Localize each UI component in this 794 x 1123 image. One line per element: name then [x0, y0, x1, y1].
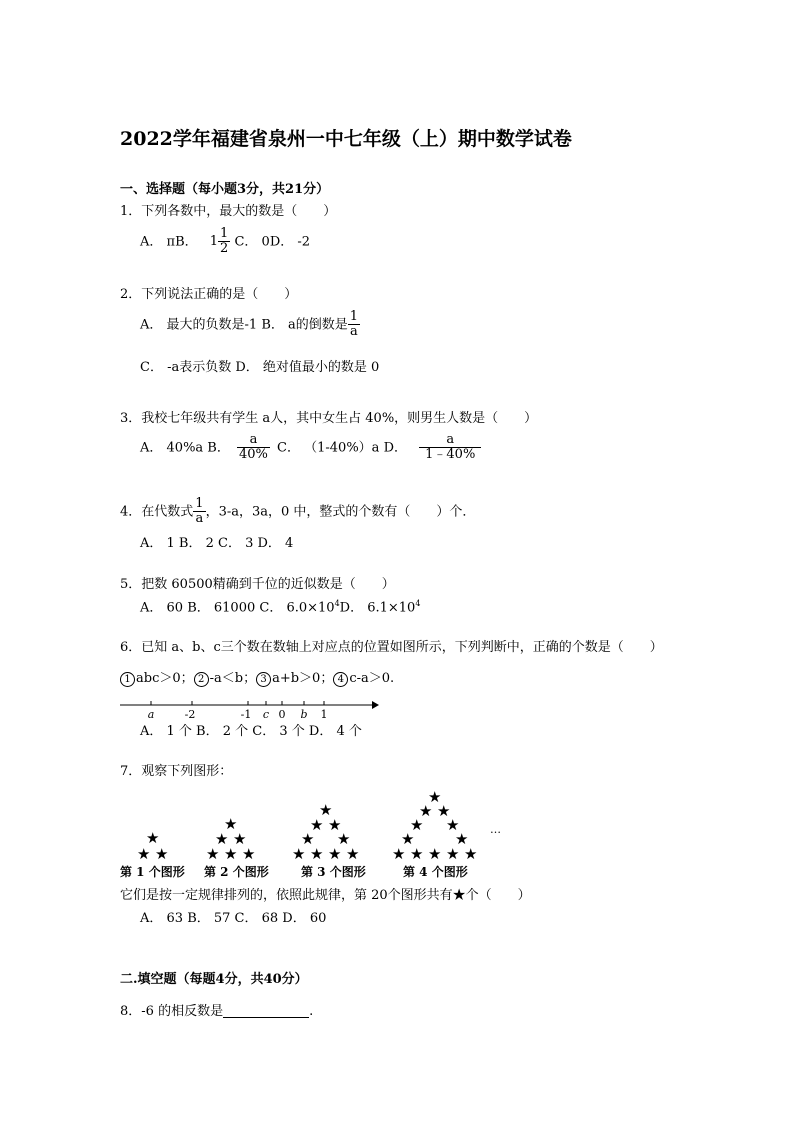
mixed-whole: 1	[209, 234, 219, 250]
section-heading-choice: 一、选择题（每小题3分，共21分）	[120, 182, 330, 197]
circled-number: 2	[194, 672, 209, 687]
question-6-statements	[120, 672, 394, 687]
statement: -a＜b；	[209, 671, 257, 686]
stem-suffix: .	[309, 1004, 314, 1019]
question-2-options-line1	[140, 310, 360, 340]
fraction-one-over-a	[193, 497, 205, 527]
star-icon: ★	[428, 788, 444, 806]
star-icon: ★	[155, 845, 171, 863]
number-line	[118, 694, 380, 722]
option-a-b: A． πB．	[140, 234, 198, 250]
star-icon: ★	[464, 845, 480, 863]
star-icon: ★	[146, 829, 162, 847]
axis-label-0: 0	[278, 708, 286, 721]
circled-number: 3	[256, 672, 271, 687]
star-icon: ★	[419, 802, 435, 820]
options-middle: D． 6.1×10	[339, 600, 416, 616]
star-icon: ★	[242, 845, 258, 863]
axis-label-b: b	[300, 708, 308, 721]
star-icon: ★	[410, 845, 426, 863]
star-icon: ★	[337, 830, 353, 848]
star-icon: ★	[346, 845, 362, 863]
star-icon: ★	[310, 845, 326, 863]
star-icon: ★	[206, 845, 222, 863]
fraction-denominator: 40%	[239, 447, 268, 463]
star-icon: ★	[410, 816, 426, 834]
star-icon: ★	[328, 845, 344, 863]
question-2-stem: 2．下列说法正确的是（ ）	[120, 287, 298, 302]
fraction-numerator: 1	[349, 309, 359, 324]
question-6-stem: 6．已知 a、b、c三个数在数轴上对应点的位置如图所示，下列判断中，正确的个数是（ ）	[120, 640, 663, 655]
star-icon: ★	[233, 830, 249, 848]
option-a-b: A． 40%a B．	[140, 440, 230, 456]
star-icon: ★	[224, 815, 240, 833]
stem-prefix: 8．-6 的相反数是	[120, 1004, 224, 1019]
question-2-options-line2: C． -a表示负数 D． 绝对值最小的数是 0	[140, 360, 380, 375]
statement: a+b＞0；	[272, 671, 334, 686]
star-icon: ★	[137, 845, 153, 863]
star-icon: ★	[215, 830, 231, 848]
star-icon: ★	[310, 816, 326, 834]
star-icon: ★	[437, 802, 453, 820]
arrow-head-icon	[372, 701, 379, 709]
fraction-denominator: a	[348, 324, 360, 339]
star-icon: ★	[428, 845, 444, 863]
star-icon: ★	[292, 845, 308, 863]
question-7-description: 它们是按一定规律排列的，依照此规律，第 20个图形共有★个（ ）	[120, 888, 531, 903]
answer-blank[interactable]	[223, 1005, 309, 1018]
fraction-numerator: 1	[195, 496, 204, 511]
star-icon: ★	[319, 801, 335, 819]
options-prefix: A． 60 B． 61000 C． 6.0×10	[140, 600, 335, 616]
exponent: 4	[415, 599, 421, 608]
question-7-options: A． 63 B． 57 C． 68 D． 60	[140, 911, 327, 926]
star-icon: ★	[446, 845, 462, 863]
star-icon: ★	[301, 830, 317, 848]
question-1-stem: 1．下列各数中，最大的数是（ ）	[120, 204, 337, 219]
fraction-denominator: a	[193, 511, 205, 526]
question-5-stem: 5．把数 60500精确到千位的近似数是（ ）	[120, 577, 395, 592]
question-1-options	[140, 227, 310, 257]
option-c-d: C． 0D． -2	[234, 234, 311, 250]
fraction-numerator: a	[249, 432, 258, 447]
question-5-options	[140, 600, 420, 614]
question-4-stem	[120, 497, 475, 527]
circled-number: 1	[120, 672, 135, 687]
star-icon: ★	[224, 845, 240, 863]
question-6-options: A． 1 个 B． 2 个 C． 3 个 D． 4 个	[140, 724, 362, 739]
fraction-numerator: a	[446, 432, 455, 447]
option-c-d: C． （1-40%）a D．	[277, 440, 407, 456]
section-heading-fill: 二.填空题（每题4分，共40分）	[120, 972, 308, 987]
question-4-options: A． 1 B． 2 C． 3 D． 4	[140, 536, 294, 551]
fraction-numerator: 1	[220, 226, 229, 241]
axis-label-minus-2: -2	[184, 708, 196, 721]
axis-label-minus-1: -1	[240, 708, 252, 721]
star-icon: ★	[328, 816, 344, 834]
question-8	[120, 1005, 313, 1018]
figure-caption-3: 第 3 个图形	[301, 865, 366, 879]
axis-label-c: c	[262, 708, 270, 721]
question-3-options	[140, 433, 481, 463]
fraction-a-over-1-minus-40	[419, 433, 481, 463]
ellipsis: …	[490, 823, 501, 836]
exponent: 4	[334, 599, 340, 608]
star-icon: ★	[446, 816, 462, 834]
star-icon: ★	[401, 830, 417, 848]
stem-prefix: 4．在代数式	[120, 504, 194, 520]
fraction-one-half	[218, 227, 230, 257]
star-icon: ★	[392, 845, 408, 863]
axis-label-a: a	[147, 708, 155, 721]
statement: abc＞0；	[136, 671, 194, 686]
fraction-a-over-40	[237, 433, 270, 463]
figure-caption-4: 第 4 个图形	[403, 865, 468, 879]
figure-caption-1: 第 1 个图形	[120, 865, 185, 879]
fraction-reciprocal	[348, 310, 360, 340]
option-a-b: A． 最大的负数是-1 B． a的倒数是	[140, 317, 348, 333]
circled-number: 4	[333, 672, 348, 687]
question-3-stem: 3．我校七年级共有学生 a人，其中女生占 40%，则男生人数是（ ）	[120, 411, 538, 426]
stem-suffix: ，3-a，3a，0 中，整式的个数有（ ）个．	[205, 504, 476, 520]
figure-caption-2: 第 2 个图形	[204, 865, 269, 879]
question-7-stem: 7．观察下列图形：	[120, 764, 233, 779]
star-icon: ★	[455, 830, 471, 848]
fraction-denominator: 1﹣40%	[419, 447, 481, 462]
fraction-denominator: 2	[220, 241, 229, 257]
axis-label-1: 1	[320, 708, 328, 721]
statement: c-a＞0.	[349, 671, 395, 686]
page-title: 2022学年福建省泉州一中七年级（上）期中数学试卷	[120, 128, 572, 150]
